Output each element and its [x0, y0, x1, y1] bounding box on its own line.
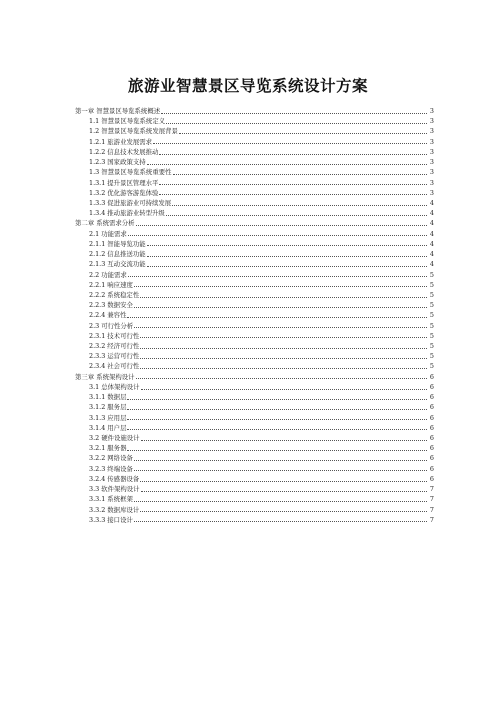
table-of-contents	[75, 106, 434, 525]
toc-dot-leader	[134, 460, 427, 461]
toc-entry-title: 1.2.2 信息技术发展推动	[89, 147, 159, 156]
toc-dot-leader	[147, 245, 427, 246]
toc-dot-leader	[173, 174, 428, 175]
toc-entry[interactable]	[75, 341, 434, 351]
toc-entry[interactable]	[75, 423, 434, 433]
toc-entry-title: 3.1.1 数据层	[89, 393, 127, 402]
toc-entry-title: 3.1.4 用户层	[89, 423, 127, 432]
toc-entry-page-number: 3	[429, 117, 434, 126]
toc-dot-leader	[159, 184, 427, 185]
toc-entry[interactable]	[75, 229, 434, 239]
toc-dot-leader	[140, 337, 427, 338]
toc-entry-page-number: 5	[429, 301, 434, 310]
toc-entry-page-number: 6	[429, 423, 434, 432]
toc-entry[interactable]	[75, 116, 434, 126]
toc-entry[interactable]	[75, 402, 434, 412]
toc-dot-leader	[127, 450, 427, 451]
toc-entry-title: 2.3 可行性分析	[89, 321, 134, 330]
toc-entry-title: 3.2.4 传感器设备	[89, 474, 140, 483]
toc-entry-title: 2.3.1 技术可行性	[89, 331, 140, 340]
toc-dot-leader	[127, 399, 427, 400]
toc-entry-title: 2.2.1 响应速度	[89, 280, 133, 289]
toc-dot-leader	[128, 235, 427, 236]
toc-entry-page-number: 4	[429, 260, 434, 269]
toc-dot-leader	[161, 113, 427, 114]
toc-entry-page-number: 6	[429, 403, 434, 412]
toc-dot-leader	[147, 266, 427, 267]
toc-entry-title: 第三章 系统架构设计	[75, 372, 135, 381]
toc-entry[interactable]	[75, 259, 434, 269]
toc-entry-page-number: 5	[429, 331, 434, 340]
toc-dot-leader	[127, 317, 427, 318]
toc-entry-title: 3.2.3 终端设备	[89, 464, 133, 473]
toc-entry[interactable]	[75, 464, 434, 474]
toc-dot-leader	[140, 368, 427, 369]
toc-entry-title: 3.3.3 接口设计	[89, 515, 133, 524]
toc-entry[interactable]	[75, 280, 434, 290]
toc-entry[interactable]	[75, 443, 434, 453]
toc-entry-title: 3.2.1 服务器	[89, 444, 127, 453]
toc-entry-page-number: 4	[429, 219, 434, 228]
toc-entry-page-number: 3	[429, 107, 434, 115]
toc-entry-title: 1.3.3 促进旅游业可持续发展	[89, 198, 172, 207]
toc-entry-page-number: 6	[429, 413, 434, 422]
toc-entry-title: 1.1 智慧景区导览系统定义	[89, 117, 166, 126]
toc-entry[interactable]	[75, 106, 434, 116]
toc-entry-title: 3.3.1 系统框架	[89, 495, 133, 504]
toc-entry-title: 2.3.2 经济可行性	[89, 342, 140, 351]
toc-entry-title: 3.1.3 应用层	[89, 413, 127, 422]
toc-entry[interactable]	[75, 351, 434, 361]
toc-dot-leader	[134, 286, 427, 287]
toc-entry-title: 1.3.4 推动旅游业转型升级	[89, 209, 165, 218]
toc-entry[interactable]	[75, 433, 434, 443]
toc-entry[interactable]	[75, 331, 434, 341]
toc-entry-page-number: 6	[429, 444, 434, 453]
toc-entry[interactable]	[75, 474, 434, 484]
toc-entry-title: 1.3 智慧景区导览系统重要性	[89, 168, 172, 177]
toc-dot-leader	[134, 501, 427, 502]
toc-dot-leader	[127, 419, 427, 420]
toc-entry[interactable]	[75, 178, 434, 188]
toc-entry[interactable]	[75, 382, 434, 392]
toc-entry[interactable]	[75, 147, 434, 157]
toc-dot-leader	[127, 429, 427, 430]
toc-entry-page-number: 6	[429, 464, 434, 473]
toc-entry-page-number: 6	[429, 382, 434, 391]
toc-entry[interactable]	[75, 392, 434, 402]
toc-entry-title: 1.3.1 提升景区管理水平	[89, 178, 159, 187]
toc-entry[interactable]	[75, 453, 434, 463]
toc-entry-page-number: 5	[429, 321, 434, 330]
toc-dot-leader	[141, 491, 427, 492]
toc-dot-leader	[159, 154, 427, 155]
toc-entry-title: 1.2.1 旅游业发展需求	[89, 137, 153, 146]
toc-entry-page-number: 3	[429, 158, 434, 167]
toc-entry-page-number: 4	[429, 239, 434, 248]
toc-entry[interactable]	[75, 300, 434, 310]
toc-dot-leader	[140, 297, 427, 298]
document-title: 旅游业智慧景区导览系统设计方案	[127, 77, 368, 95]
toc-dot-leader	[141, 389, 427, 390]
toc-entry-page-number: 3	[429, 137, 434, 146]
toc-entry[interactable]	[75, 249, 434, 259]
toc-entry[interactable]	[75, 484, 434, 494]
toc-dot-leader	[134, 521, 427, 522]
toc-entry-page-number: 5	[429, 290, 434, 299]
toc-entry[interactable]	[75, 137, 434, 147]
toc-entry-page-number: 5	[429, 362, 434, 371]
toc-entry[interactable]	[75, 270, 434, 280]
toc-entry-title: 第一章 智慧景区导览系统概述	[75, 107, 161, 115]
toc-entry-page-number: 3	[429, 188, 434, 197]
toc-entry-title: 3.1 总体架构设计	[89, 382, 140, 391]
toc-entry-page-number: 4	[429, 250, 434, 259]
toc-entry-title: 2.2.3 数据安全	[89, 301, 133, 310]
toc-dot-leader	[166, 215, 427, 216]
toc-dot-leader	[166, 123, 427, 124]
toc-entry-title: 3.2 硬件设施设计	[89, 434, 140, 442]
toc-entry[interactable]	[75, 290, 434, 300]
toc-entry-title: 2.1.3 互动交流功能	[89, 260, 146, 269]
toc-dot-leader	[147, 164, 427, 165]
toc-entry-title: 3.2.2 网络设备	[89, 454, 133, 463]
toc-entry-page-number: 3	[429, 178, 434, 187]
toc-entry-page-number: 7	[429, 495, 434, 504]
toc-entry-page-number: 7	[429, 505, 434, 514]
toc-entry[interactable]	[75, 372, 434, 382]
toc-entry[interactable]	[75, 126, 434, 136]
toc-dot-leader	[140, 358, 427, 359]
toc-entry-title: 2.3.4 社会可行性	[89, 362, 140, 371]
toc-entry[interactable]	[75, 188, 434, 198]
toc-entry-page-number: 3	[429, 168, 434, 177]
toc-entry-title: 3.3 软件架构设计	[89, 485, 140, 494]
toc-entry[interactable]	[75, 218, 434, 228]
toc-entry[interactable]	[75, 167, 434, 177]
toc-entry[interactable]	[75, 361, 434, 371]
toc-entry[interactable]	[75, 515, 434, 525]
toc-entry-title: 3.1.2 服务层	[89, 403, 127, 412]
toc-entry-title: 2.1.2 信息推送功能	[89, 250, 146, 259]
toc-entry-page-number: 7	[429, 515, 434, 524]
toc-entry-page-number: 6	[429, 474, 434, 483]
toc-entry-page-number: 7	[429, 485, 434, 494]
toc-dot-leader	[140, 511, 427, 512]
toc-entry-page-number: 6	[429, 454, 434, 463]
toc-entry[interactable]	[75, 505, 434, 515]
toc-entry-page-number: 5	[429, 280, 434, 289]
toc-entry-title: 3.3.2 数据库设计	[89, 505, 140, 514]
toc-entry[interactable]	[75, 413, 434, 423]
toc-entry-page-number: 6	[429, 434, 434, 442]
toc-entry-page-number: 6	[429, 372, 434, 381]
toc-entry-page-number: 5	[429, 270, 434, 279]
toc-dot-leader	[147, 256, 427, 257]
toc-entry-title: 1.2 智慧景区导览系统发展背景	[89, 127, 178, 136]
toc-entry-page-number: 4	[429, 198, 434, 207]
toc-dot-leader	[136, 378, 427, 379]
toc-entry[interactable]	[75, 494, 434, 504]
toc-entry-title: 2.2.2 系统稳定性	[89, 290, 140, 299]
toc-entry-title: 2.1 功能需求	[89, 229, 127, 238]
toc-entry[interactable]	[75, 310, 434, 320]
toc-entry-title: 2.3.3 运营可行性	[89, 352, 140, 361]
toc-entry-page-number: 5	[429, 342, 434, 351]
toc-entry-page-number: 4	[429, 229, 434, 238]
toc-dot-leader	[134, 470, 427, 471]
toc-entry-title: 2.2.4 兼容性	[89, 311, 127, 320]
toc-dot-leader	[159, 194, 427, 195]
toc-entry-page-number: 3	[429, 147, 434, 156]
toc-dot-leader	[140, 481, 427, 482]
toc-entry[interactable]	[75, 198, 434, 208]
toc-entry-title: 第二章 系统需求分析	[75, 219, 135, 228]
toc-entry[interactable]	[75, 208, 434, 218]
toc-entry-title: 2.1.1 智能导览功能	[89, 239, 146, 248]
toc-entry-title: 2.2 功能需求	[89, 270, 127, 279]
toc-dot-leader	[134, 327, 427, 328]
toc-entry-page-number: 6	[429, 393, 434, 402]
toc-dot-leader	[140, 348, 427, 349]
toc-dot-leader	[128, 276, 427, 277]
toc-dot-leader	[153, 143, 427, 144]
toc-dot-leader	[141, 440, 427, 441]
toc-entry[interactable]	[75, 321, 434, 331]
toc-entry-page-number: 5	[429, 352, 434, 361]
toc-entry-title: 1.2.3 国家政策支持	[89, 158, 146, 167]
toc-entry-page-number: 3	[429, 127, 434, 136]
toc-dot-leader	[136, 225, 427, 226]
toc-entry-page-number: 4	[429, 209, 434, 218]
toc-dot-leader	[172, 205, 427, 206]
toc-entry[interactable]	[75, 157, 434, 167]
toc-dot-leader	[179, 133, 427, 134]
toc-dot-leader	[134, 307, 427, 308]
toc-entry-title: 1.3.2 优化游客游览体验	[89, 188, 159, 197]
toc-entry-page-number: 5	[429, 311, 434, 320]
toc-entry[interactable]	[75, 239, 434, 249]
toc-dot-leader	[127, 409, 427, 410]
